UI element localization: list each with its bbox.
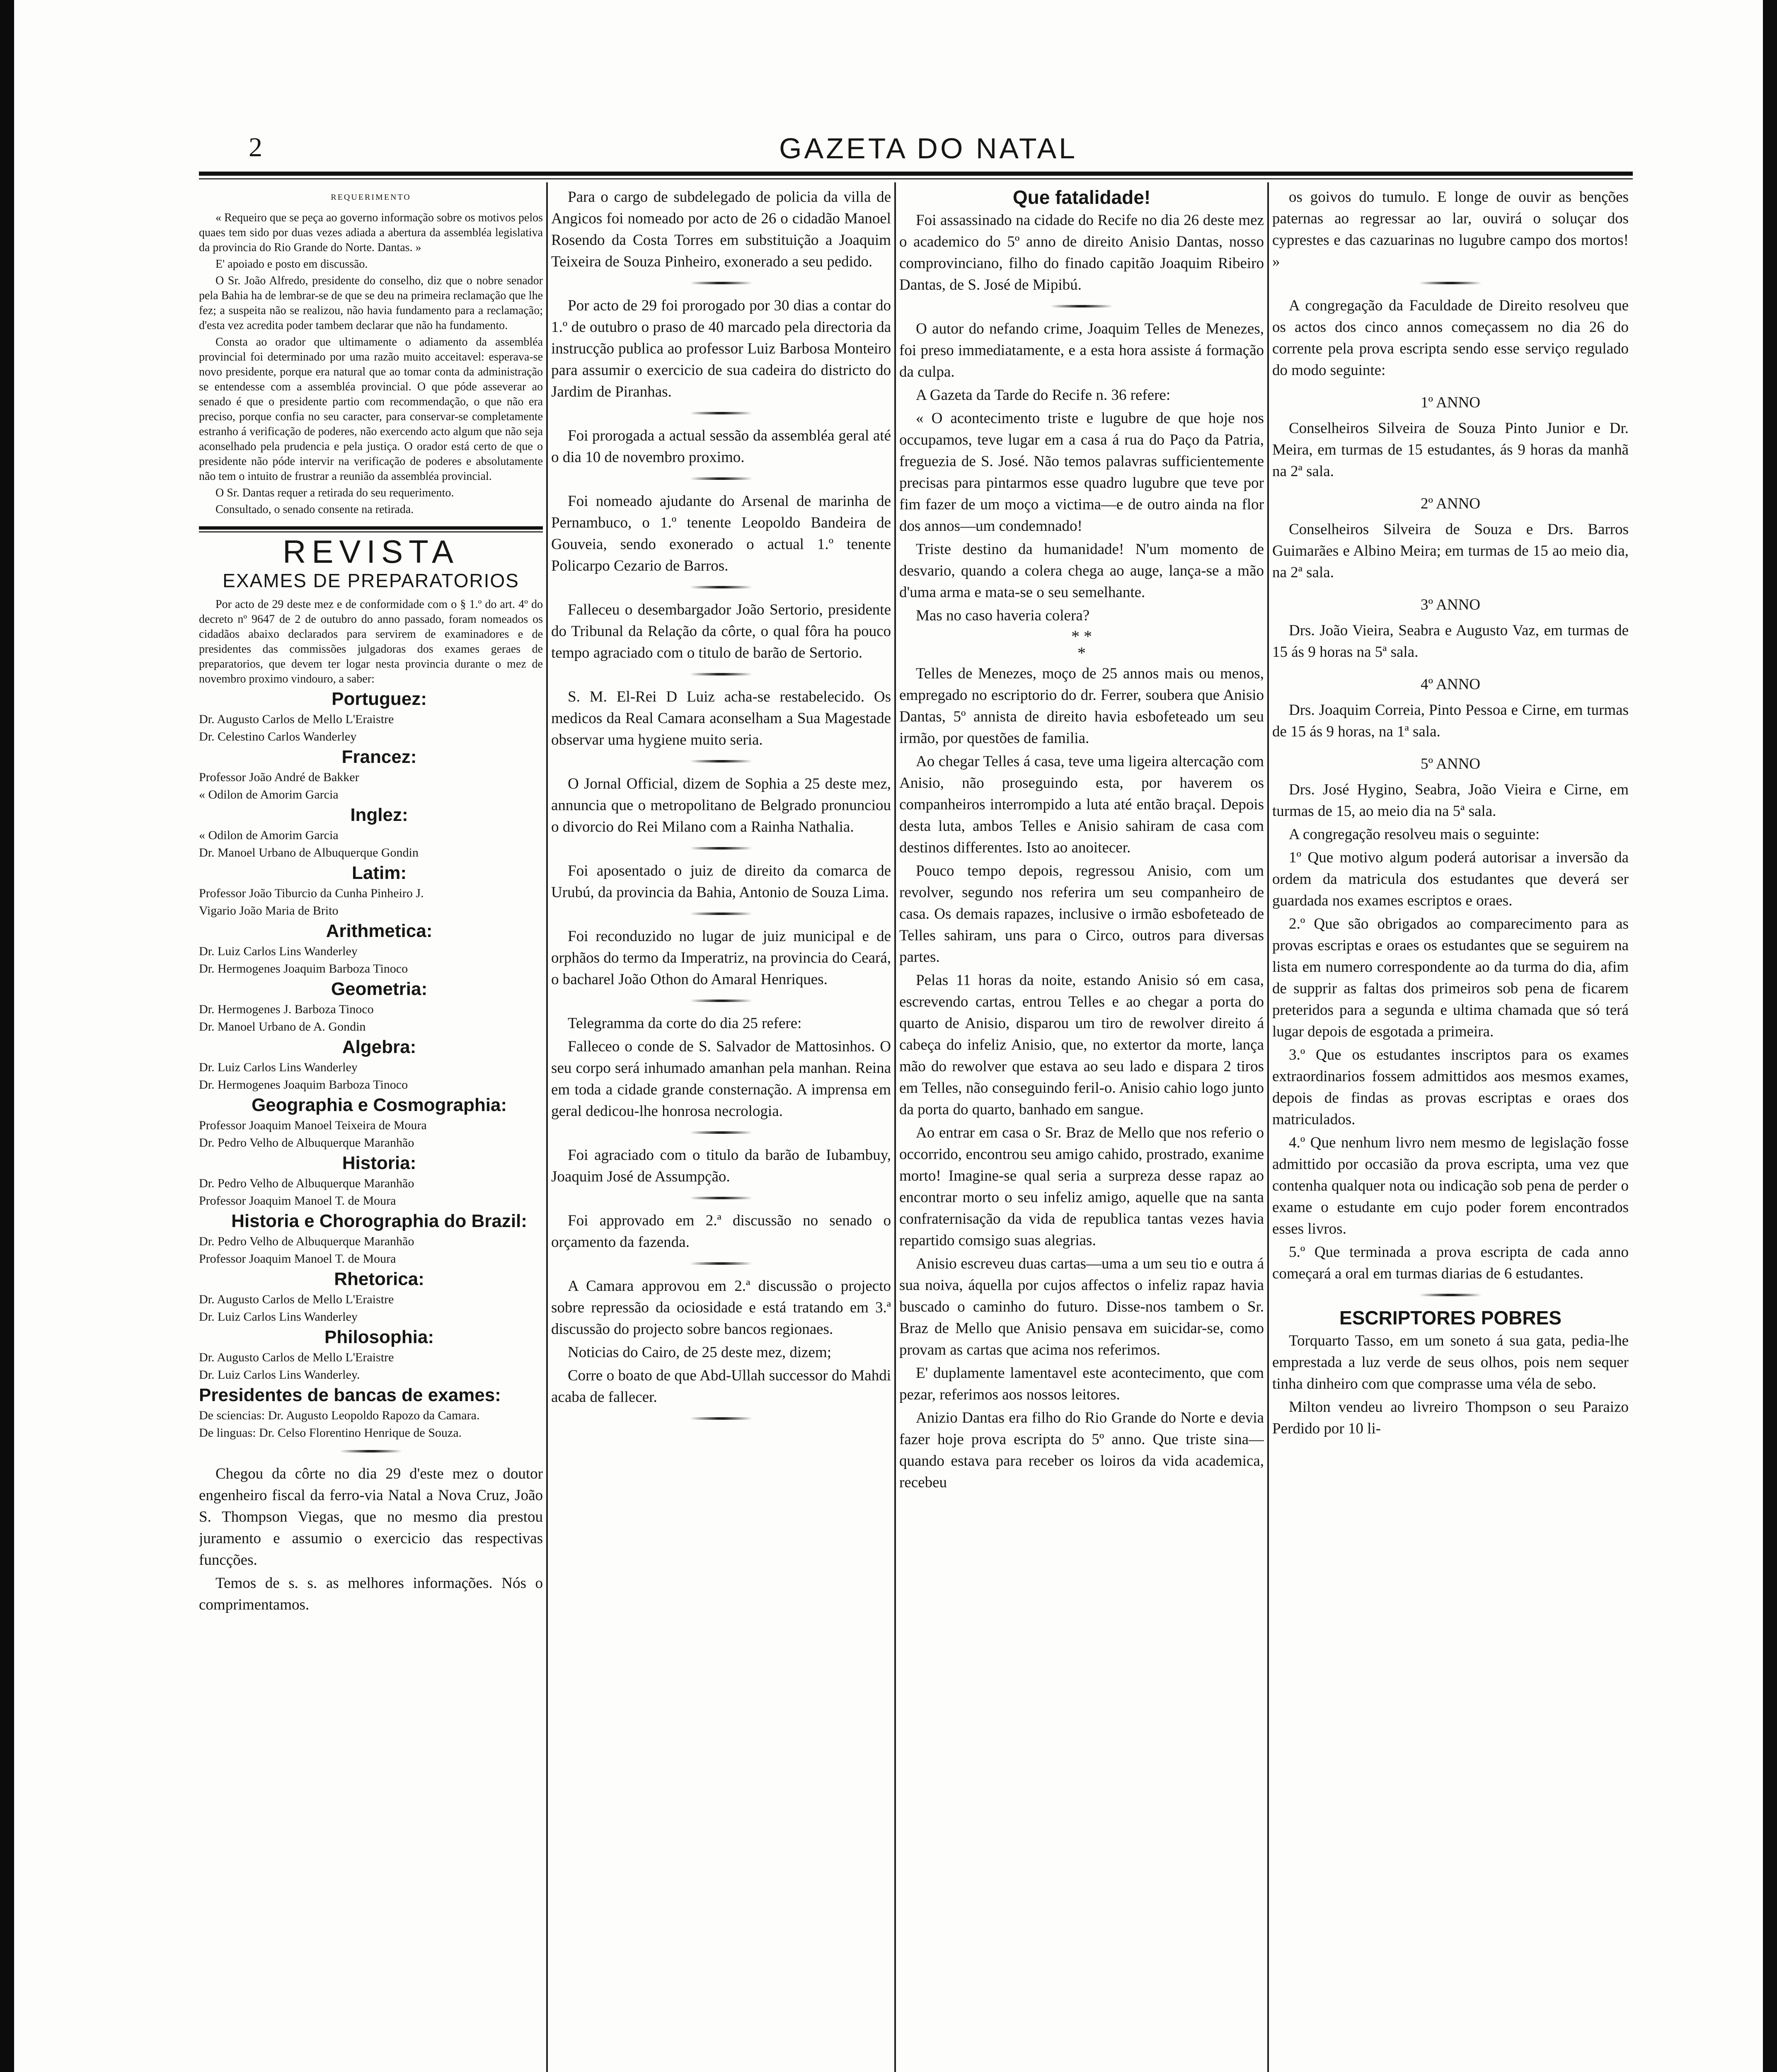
examiner-name: Professor João André de Bakker — [199, 770, 359, 784]
article-paragraph: Milton vendeu ao livreiro Thompson o seu Paraizo Perdido por 10 li- — [1272, 1399, 1629, 1437]
exam-year-title: 4º ANNO — [1420, 676, 1481, 693]
section-separator — [1419, 1294, 1482, 1296]
examiner-name: « Odilon de Amorim Garcia — [199, 788, 339, 801]
column-4 — [1272, 186, 1629, 1441]
asterism: * * * — [1071, 627, 1092, 662]
section-separator — [690, 412, 752, 414]
examiner-name: Dr. Pedro Velho de Albuquerque Maranhão — [199, 1176, 414, 1190]
examiner-name: Dr. Hermogenes J. Barboza Tinoco — [199, 1002, 374, 1016]
examiner-name: Dr. Augusto Carlos de Mello L'Eraistre — [199, 1293, 394, 1306]
president-entry: De linguas: Dr. Celso Florentino Henrique de Souza. — [199, 1426, 462, 1440]
exam-year-schedule: Drs. José Hygino, Seabra, João Vieira e Cirne, em turmas de 15, ao meio dia na 5ª sala. — [1272, 781, 1629, 820]
article-paragraph: E' duplamente lamentavel este acontecimento, que com pezar, referimos aos nossos leitores. — [899, 1365, 1264, 1403]
examiner-name: Dr. Luiz Carlos Lins Wanderley — [199, 1060, 358, 1074]
article-paragraph: Anisio escreveu duas cartas—uma a um seu tio e outra á sua noiva, áquella por cujos affectos o infeliz rapaz havia buscado o caminho do futuro. Disse-nos tambem o Sr. Braz de Mello que Anisio pensava em suicidar-se, como provam as cartas que acima nos referimos. — [899, 1255, 1264, 1358]
exam-year-schedule: Conselheiros Silveira de Souza Pinto Junior e Dr. Meira, em turmas de 15 estudantes, ás 9 horas da manhã na 2ª sala. — [1272, 420, 1629, 480]
article-paragraph: O autor do nefando crime, Joaquim Telles de Menezes, foi preso immediatamente, e a esta hora assiste á formação da culpa. — [899, 320, 1264, 380]
examiner-name: « Odilon de Amorim Garcia — [199, 828, 339, 842]
requerimento-heading: REQUERIMENTO — [331, 193, 411, 202]
article-paragraph: « O acontecimento triste e lugubre de que hoje nos occupamos, teve lugar em a casa á rua do Paço da Patria, freguezia de S. José. Não temos palavras sufficientemente precisas para pintarmos esse quadro lugubre que teve por fim fazer de um moço a victima—e de outro ainda na flor dos annos—um condemnado! — [899, 410, 1264, 535]
section-separator — [1051, 305, 1113, 307]
section-separator — [690, 1417, 752, 1420]
closing-paragraph: Temos de s. s. as melhores informações. Nós o comprimentamos. — [199, 1575, 543, 1613]
section-separator — [690, 1000, 752, 1002]
resolution-item: 5.º Que terminada a prova escripta de cada anno começará a oral em turmas diarias de 6 estudantes. — [1272, 1244, 1629, 1282]
president-entry: De sciencias: Dr. Augusto Leopoldo Rapozo da Camara. — [199, 1409, 480, 1422]
headline-que-fatalidade: Que fatalidade! — [1012, 186, 1151, 208]
header-rule — [199, 172, 1633, 176]
news-item: O Jornal Official, dizem de Sophia a 25 deste mez, annuncia que o metropolitano de Belgrado pronunciou o divorcio do Rei Milano com a Rainha Nathalia. — [551, 775, 891, 835]
news-item: Por acto de 29 foi prorogado por 30 dias a contar do 1.º de outubro o praso de 40 marcado pela directoria da instrucção publica ao professor Luiz Barbosa Monteiro para assumir o exercicio de sua cadeira do districto do Jardim de Piranhas. — [551, 297, 891, 400]
section-separator — [690, 282, 752, 284]
exam-year-title: 3º ANNO — [1420, 596, 1481, 613]
masthead-title: GAZETA DO NATAL — [779, 132, 1078, 165]
examiner-name: Dr. Pedro Velho de Albuquerque Maranhão — [199, 1234, 414, 1248]
exam-subjects-list — [199, 688, 543, 1383]
header-rule-thin — [199, 178, 1633, 179]
resolution-item: 1º Que motivo algum poderá autorisar a inversão da ordem da matricula dos estudantes que deverá ser guardada nos exames escriptos e oraes. — [1272, 849, 1629, 909]
exam-subject-title: Historia e Chorographia do Brazil: — [231, 1211, 527, 1231]
column-3 — [899, 186, 1264, 1495]
exams-title: EXAMES DE PREPARATORIOS — [223, 570, 519, 591]
exam-subject-title: Geographia e Cosmographia: — [251, 1095, 507, 1115]
examiner-name: Dr. Manoel Urbano de Albuquerque Gondin — [199, 846, 419, 859]
section-separator — [690, 913, 752, 915]
senate-paragraph: O Sr. Dantas requer a retirada do seu requerimento. — [215, 487, 454, 499]
exam-subject-title: Geometria: — [331, 979, 428, 999]
exam-subject-title: Inglez: — [350, 805, 408, 825]
examiner-name: Dr. Luiz Carlos Lins Wanderley. — [199, 1368, 360, 1382]
examiner-name: Dr. Celestino Carlos Wanderley — [199, 730, 357, 743]
exam-subject-title: Francez: — [341, 747, 417, 767]
news-item: Foi prorogada a actual sessão da assembléa geral até o dia 10 de novembro proximo. — [551, 427, 891, 466]
examiner-name: Dr. Luiz Carlos Lins Wanderley — [199, 1310, 358, 1324]
column-2 — [551, 186, 891, 1431]
news-item: Foi aposentado o juiz de direito da comarca de Urubú, da provincia da Bahia, Antonio de Souza Lima. — [551, 862, 891, 901]
news-item: Foi approvado em 2.ª discussão no senado o orçamento da fazenda. — [551, 1212, 891, 1251]
senate-paragraph: E' apoiado e posto em discussão. — [215, 258, 368, 271]
article-paragraph: Ao entrar em casa o Sr. Braz de Mello que nos referio o occorrido, encontrou seu amigo cahido, prostrado, exanime morto! Imagine-se qual seria a surpreza desse rapaz ao encontrar morto o seu infeliz amigo, aquelle que na santa confraternisação da vida de republica tantas vezes havia repartido comsigo suas alegrias. — [899, 1124, 1264, 1249]
examiner-name: Professor Joaquim Manoel Teixeira de Moura — [199, 1118, 427, 1132]
senate-paragraph: Consta ao orador que ultimamente o adiamento da assembléa provincial foi determinado por uma razão muito acceitavel: esperava-se novo presidente, porque era natural que ao tomar conta da administração se entendesse com a assembléa provincial. O que póde asseverar ao senado é que o presidente partio com recommendação, o que não era preciso, porque confia no seu caracter, para conservar-se completamente estranho á verificação de poderes, não exercendo acto algum que não seja aconselhado pela prudencia e pela justiça. O orador está certo de que o presidente não póde intervir na verificação de poderes e absolutamente não tem o intuito de frustrar a reunião da assembléa provincial. — [199, 336, 543, 483]
exam-subject-title: Historia: — [342, 1153, 416, 1173]
exam-year-title: 5º ANNO — [1420, 755, 1481, 772]
news-item: Falleceu o desembargador João Sertorio, presidente do Tribunal da Relação da côrte, o qual fôra ha pouco tempo agraciado com o titulo de barão de Sertorio. — [551, 601, 891, 661]
examiner-name: Vigario João Maria de Brito — [199, 904, 339, 917]
scan-edge-left — [0, 0, 14, 2072]
presidents-title: Presidentes de bancas de exames: — [199, 1385, 501, 1405]
news-item: Para o cargo de subdelegado de policia da villa de Angicos foi nomeado por acto de 26 o cidadão Manoel Rosendo da Costa Torres em substituição a Joaquim Teixeira de Souza Pinheiro, exonerado a seu pedido. — [551, 189, 891, 270]
exam-subject-title: Philosophia: — [324, 1327, 434, 1347]
examiner-name: Dr. Manoel Urbano de A. Gondin — [199, 1020, 366, 1034]
examiner-name: Dr. Augusto Carlos de Mello L'Eraistre — [199, 712, 394, 726]
congregacao-intro: A congregação da Faculdade de Direito resolveu que os actos dos cinco annos começassem no dia 26 do corrente pela prova escripta sendo esse serviço regulado do modo seguinte: — [1272, 297, 1629, 379]
article-paragraph: Ao chegar Telles á casa, teve uma ligeira altercação com Anisio, não proseguindo esta, por haverem os companheiros interrompido a luta até então braçal. Depois desta luta, ambos Telles e Anisio sahiram de casa com destinos differentes. Isto ao anoitecer. — [899, 753, 1264, 856]
senate-section — [199, 211, 543, 517]
examiner-name: Dr. Luiz Carlos Lins Wanderley — [199, 944, 358, 958]
exam-year-title: 1º ANNO — [1420, 394, 1481, 411]
exam-year-schedule: Conselheiros Silveira de Souza e Drs. Barros Guimarães e Albino Meira; em turmas de 15 ao meio dia, na 2ª sala. — [1272, 521, 1629, 581]
section-separator — [690, 760, 752, 762]
section-separator — [690, 477, 752, 480]
exam-subject-title: Portuguez: — [332, 689, 427, 709]
closing-paragraph: Chegou da côrte no dia 29 d'este mez o doutor engenheiro fiscal da ferro-via Natal a Nova Cruz, João S. Thompson Viegas, que no mesmo dia prestou juramento e assumio o exercicio das respectivas funcções. — [199, 1465, 543, 1569]
resolution-item: 3.º Que os estudantes inscriptos para os exames extraordinarios fossem admittidos aos mesmos exames, depois de findas as provas escriptas e oraes dos matriculados. — [1272, 1046, 1629, 1128]
section-separator — [690, 1197, 752, 1199]
examiner-name: Professor João Tiburcio da Cunha Pinheiro J. — [199, 886, 424, 900]
resolution-intro: A congregação resolveu mais o seguinte: — [1289, 826, 1540, 843]
examiner-name: Dr. Pedro Velho de Albuquerque Maranhão — [199, 1136, 414, 1150]
section-separator — [340, 1450, 402, 1452]
examiner-name: Dr. Hermogenes Joaquim Barboza Tinoco — [199, 1078, 408, 1092]
article-paragraph: A Gazeta da Tarde do Recife n. 36 refere: — [916, 387, 1171, 404]
section-separator — [690, 1262, 752, 1265]
news-item: A Camara approvou em 2.ª discussão o projecto sobre repressão da ociosidade e está tratando em 3.ª discussão do projecto sobre bancos regionaes. — [551, 1278, 891, 1338]
exam-year-title: 2º ANNO — [1420, 495, 1481, 512]
escritores-title: ESCRIPTORES POBRES — [1339, 1307, 1562, 1329]
exams-intro: Por acto de 29 deste mez e de conformidade com o § 1.º do art. 4º do decreto nº 9647 de 2 de outubro do anno passado, foram nomeados os cidadãos abaixo declarados para servirem de examinadores e de presidentes das commissões julgadoras dos exames geraes de preparatorios, que devem ter logar nesta provincia durante o mez de novembro proximo vindouro, a saber: — [199, 598, 543, 685]
revista-rule-thin — [199, 531, 543, 533]
article-paragraph: os goivos do tumulo. E longe de ouvir as benções paternas ao regressar ao lar, ouvirá o soluçar dos cyprestes e das cazuarinas no lugubre campo dos mortos! » — [1272, 189, 1629, 270]
news-item: Foi agraciado com o titulo da barão de Iubambuy, Joaquim José de Assumpção. — [551, 1147, 891, 1185]
article-paragraph: Pouco tempo depois, regressou Anisio, com um revolver, segundo nos referira um seu companheiro de casa. Os demais rapazes, inclusive o irmão esbofeteado de Telles sahiram, uns para o Circo, outros para diversas partes. — [899, 862, 1264, 966]
section-separator — [1419, 282, 1482, 284]
revista-rule — [199, 526, 543, 530]
article-paragraph: Mas no caso haveria colera? — [916, 607, 1090, 624]
section-separator — [690, 673, 752, 675]
page-number: 2 — [249, 132, 262, 162]
column-divider-3 — [1267, 182, 1269, 2072]
senate-paragraph: O Sr. João Alfredo, presidente do conselho, diz que o nobre senador pela Bahia ha de lembrar-se de que se deu na primeira reclamação que lhe fez; a suspeita não se realizou, não havia fundamento para a reclamação; d'esta vez acredita poder tambem declarar que não ha fundamento. — [199, 274, 543, 332]
section-separator — [690, 586, 752, 588]
exam-subject-title: Algebra: — [342, 1037, 416, 1057]
senate-paragraph: « Requeiro que se peça ao governo informação sobre os motivos pelos quaes tem sido por duas vezes adiada a abertura da assembléa legislativa da provincia do Rio Grande do Norte. Dantas. » — [199, 211, 543, 254]
news-item: Noticias do Cairo, de 25 deste mez, dizem; — [568, 1344, 832, 1361]
examiner-name: Professor Joaquim Manoel T. de Moura — [199, 1252, 396, 1266]
news-item: Foi reconduzido no lugar de juiz municipal e de orphãos do termo da Imperatriz, na provincia do Ceará, o bacharel João Othon do Amaral Henriques. — [551, 928, 891, 988]
section-title-revista: REVISTA — [283, 533, 459, 570]
resolution-item: 2.º Que são obrigados ao comparecimento para as provas escriptas e oraes os estudantes que se seguirem na lista em numero correspondente ao da turma do dia, afim de supprir as faltas dos primeiros sob pena de ficarem preteridos para a segunda e ultima chamada que só terá lugar depois de esgotada a primeira. — [1272, 915, 1629, 1040]
section-separator — [690, 1131, 752, 1134]
examiner-name: Dr. Hermogenes Joaquim Barboza Tinoco — [199, 962, 408, 975]
exam-subject-title: Arithmetica: — [326, 921, 433, 941]
article-paragraph: Telles de Menezes, moço de 25 annos mais ou menos, empregado no escriptorio do dr. Ferrer, soubera que Anisio Dantas, 5º annista de direito havia esbofeteado um seu irmão, por questões de familia. — [899, 665, 1264, 747]
column-divider-2 — [894, 182, 896, 2072]
scan-edge-right — [1763, 0, 1777, 2072]
article-paragraph: Foi assassinado na cidade do Recife no dia 26 deste mez o academico do 5º anno de direito Anisio Dantas, nosso comprovinciano, filho do finado capitão Joaquim Ribeiro Dantas, de S. José de Mipibú. — [899, 212, 1264, 293]
column-1 — [199, 186, 543, 1617]
article-paragraph: Torquarto Tasso, em um soneto á sua gata, pedia-lhe emprestada a luz verde de seus olhos, pois nem sequer tinha dinheiro com que comprasse uma véla de sebo. — [1272, 1332, 1629, 1392]
examiner-name: Professor Joaquim Manoel T. de Moura — [199, 1194, 396, 1208]
senate-paragraph: Consultado, o senado consente na retirada. — [215, 503, 414, 516]
news-item: S. M. El-Rei D Luiz acha-se restabelecido. Os medicos da Real Camara aconselham a Sua Magestade observar uma hygiene muito seria. — [551, 688, 891, 748]
article-paragraph: Anizio Dantas era filho do Rio Grande do Norte e devia fazer hoje prova escripta do 5º anno. Que triste sina—quando estava para receber os loiros da vida academica, recebeu — [899, 1409, 1264, 1491]
section-separator — [690, 847, 752, 850]
news-item: Telegramma da corte do dia 25 refere: — [568, 1015, 802, 1032]
exam-subject-title: Latim: — [352, 863, 407, 883]
exam-year-schedule: Drs. João Vieira, Seabra e Augusto Vaz, em turmas de 15 ás 9 horas na 5ª sala. — [1272, 622, 1629, 661]
news-item: Corre o boato de que Abd-Ullah successor do Mahdi acaba de fallecer. — [551, 1367, 891, 1406]
exam-year-schedule: Drs. Joaquim Correia, Pinto Pessoa e Cirne, em turmas de 15 ás 9 horas, na 1ª sala. — [1272, 702, 1629, 740]
exam-years-list — [1272, 392, 1629, 822]
article-paragraph: Triste destino da humanidade! N'um momento de desvario, quando a colera chega ao auge, lança-se a mão d'uma arma e mata-se o seu semelhante. — [899, 541, 1264, 601]
news-item: Foi nomeado ajudante do Arsenal de marinha de Pernambuco, o 1.º tenente Leopoldo Bandeira de Gouveia, sendo exonerado o actual 1.º tenente Policarpo Cezario de Barros. — [551, 493, 891, 574]
article-paragraph: Pelas 11 horas da noite, estando Anisio só em casa, escrevendo cartas, entrou Telles e ao chegar a porta do quarto de Anisio, disparou um tiro de rewolver direito á cabeça do infeliz Anisio, que, no extertor da morte, lança mão do rewolver que estava ao seu lado e dispara 2 tiros em Telles, não conseguindo feril-o. Anisio cahio logo junto da porta do quarto, banhado em sangue. — [899, 972, 1264, 1118]
exam-subject-title: Rhetorica: — [334, 1269, 424, 1289]
resolution-item: 4.º Que nenhum livro nem mesmo de legislação fosse admittido por occasião da prova escripta, uma vez que contenha qualquer nota ou indicação sob pena de perder o exame o estudante em cujo poder forem encontrados esses livros. — [1272, 1134, 1629, 1237]
news-item: Falleceo o conde de S. Salvador de Mattosinhos. O seu corpo será inhumado amanhan pela manhan. Reina em toda a cidade grande consternação. A imprensa em geral dedicou-lhe honrosa necrologia. — [551, 1038, 891, 1120]
examiner-name: Dr. Augusto Carlos de Mello L'Eraistre — [199, 1351, 394, 1364]
column-divider-1 — [546, 182, 548, 2072]
